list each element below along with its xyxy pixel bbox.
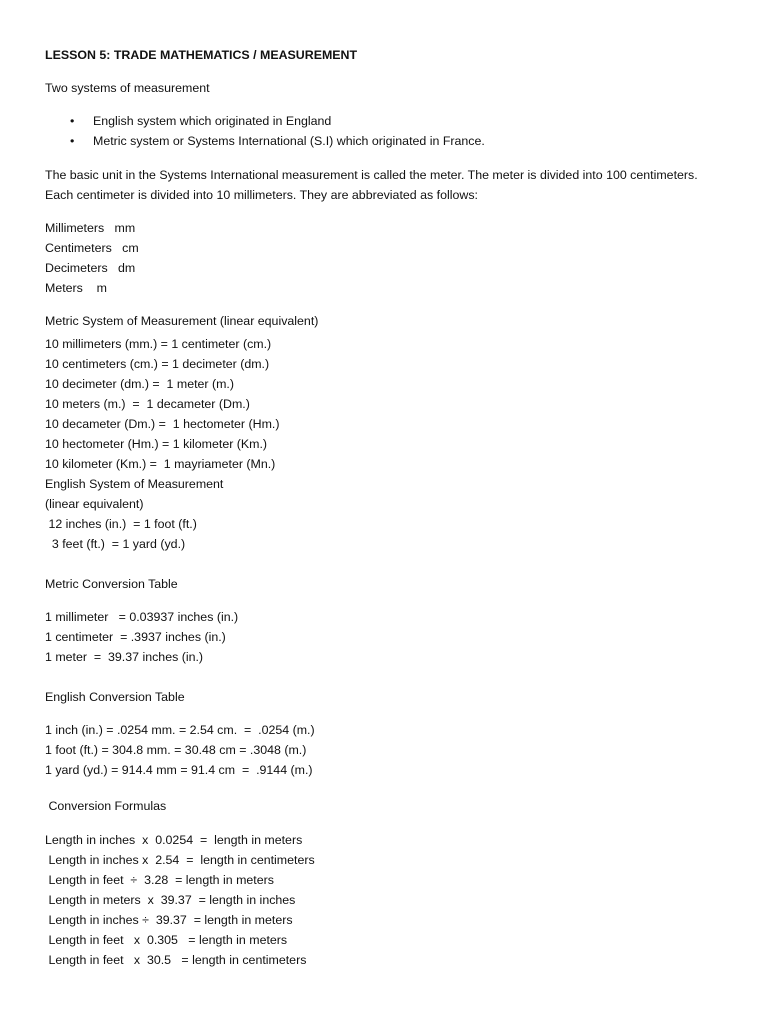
metric-conversion: 1 centimeter = .3937 inches (in.): [45, 630, 226, 644]
lesson-title: LESSON 5: TRADE MATHEMATICS / MEASUREMENT: [45, 48, 358, 62]
formula: Length in feet ÷ 3.28 = length in meters: [45, 873, 274, 887]
metric-equivalent: 10 centimeters (cm.) = 1 decimeter (dm.): [45, 357, 270, 371]
english-conversion: 1 foot (ft.) = 304.8 mm. = 30.48 cm = .3048 (m.): [45, 743, 307, 757]
metric-conversion: 1 meter = 39.37 inches (in.): [45, 650, 204, 664]
abbreviation-item: Centimeters cm: [45, 241, 139, 255]
formula: Length in feet x 0.305 = length in meters: [45, 933, 288, 947]
metric-heading: Metric System of Measurement (linear equivalent): [45, 314, 319, 328]
english-heading-sub: (linear equivalent): [45, 497, 144, 511]
metric-equivalent: 10 decameter (Dm.) = 1 hectometer (Hm.): [45, 417, 280, 431]
english-conversion: 1 inch (in.) = .0254 mm. = 2.54 cm. = .0254 (m.): [45, 723, 315, 737]
paragraph-line: Each centimeter is divided into 10 millimeters. They are abbreviated as follows:: [45, 188, 478, 202]
bullet-dot: •: [70, 134, 75, 148]
english-equivalent: 12 inches (in.) = 1 foot (ft.): [45, 517, 197, 531]
metric-equivalent: 10 kilometer (Km.) = 1 mayriameter (Mn.): [45, 457, 276, 471]
intro-text: Two systems of measurement: [45, 81, 210, 95]
metric-equivalent: 10 hectometer (Hm.) = 1 kilometer (Km.): [45, 437, 268, 451]
bullet-item: Metric system or Systems International (S.I) which originated in France.: [93, 134, 485, 148]
metric-conversion: 1 millimeter = 0.03937 inches (in.): [45, 610, 239, 624]
metric-conversion-heading: Metric Conversion Table: [45, 577, 178, 591]
metric-equivalent: 10 decimeter (dm.) = 1 meter (m.): [45, 377, 235, 391]
metric-equivalent: 10 meters (m.) = 1 decameter (Dm.): [45, 397, 250, 411]
formula: Length in inches ÷ 39.37 = length in meters: [45, 913, 293, 927]
bullet-item: English system which originated in England: [93, 114, 332, 128]
english-conversion-heading: English Conversion Table: [45, 690, 185, 704]
formula: Length in meters x 39.37 = length in inches: [45, 893, 296, 907]
paragraph-line: The basic unit in the Systems International measurement is called the meter. The meter is divided into 100 centimeters.: [45, 168, 698, 182]
metric-equivalent: 10 millimeters (mm.) = 1 centimeter (cm.): [45, 337, 272, 351]
formula: Length in feet x 30.5 = length in centimeters: [45, 953, 307, 967]
english-heading: English System of Measurement: [45, 477, 224, 491]
abbreviation-item: Decimeters dm: [45, 261, 136, 275]
formula: Length in inches x 2.54 = length in centimeters: [45, 853, 315, 867]
bullet-dot: •: [70, 114, 75, 128]
english-equivalent: 3 feet (ft.) = 1 yard (yd.): [45, 537, 186, 551]
formula: Length in inches x 0.0254 = length in meters: [45, 833, 303, 847]
english-conversion: 1 yard (yd.) = 914.4 mm = 91.4 cm = .9144 (m.): [45, 763, 313, 777]
formulas-heading: Conversion Formulas: [45, 799, 167, 813]
abbreviation-item: Meters m: [45, 281, 107, 295]
abbreviation-item: Millimeters mm: [45, 221, 136, 235]
